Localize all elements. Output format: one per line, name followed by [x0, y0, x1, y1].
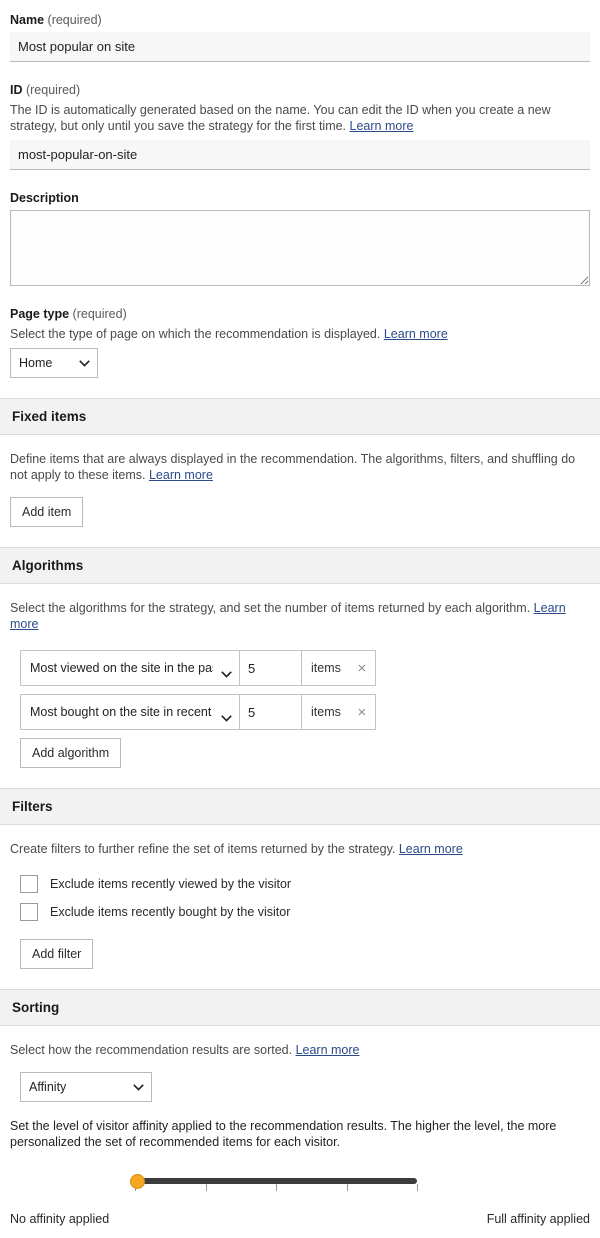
page-type-label-row: [10, 306, 590, 322]
name-field-block: [0, 0, 600, 62]
page-type-select[interactable]: [10, 348, 98, 378]
affinity-slider-thumb[interactable]: [130, 1174, 145, 1189]
id-help-sentence: The ID is automatically generated based on the name. You can edit the ID when you create a new strategy, but only until you save the strategy for the first time.: [10, 103, 551, 133]
filters-help-text: [10, 841, 590, 857]
description-label-row: [10, 190, 590, 206]
checkbox[interactable]: [20, 875, 38, 893]
checkbox[interactable]: [20, 903, 38, 921]
filters-block: [0, 825, 600, 989]
sorting-help-text: [10, 1042, 590, 1058]
affinity-slider[interactable]: [10, 1168, 590, 1198]
page-type-select-wrap: [10, 348, 98, 378]
filter-checkbox-row[interactable]: [20, 875, 590, 893]
fixed-items-help-text: [10, 451, 590, 483]
filter-checkbox-list: [10, 875, 590, 921]
remove-algorithm-icon[interactable]: ×: [357, 703, 367, 721]
algorithm-select-wrap: [21, 651, 240, 685]
affinity-slider-labels: [0, 1212, 600, 1226]
id-learn-more-link[interactable]: Learn more: [349, 119, 414, 133]
filters-section-header: Filters: [0, 788, 600, 825]
algorithms-help-text: [10, 600, 590, 632]
algorithm-count-input[interactable]: [240, 651, 302, 685]
id-label: ID: [10, 83, 23, 97]
name-input[interactable]: [10, 32, 590, 62]
algorithm-unit-label: items: [311, 661, 341, 675]
id-help-text: [10, 102, 590, 134]
sorting-block: [0, 1026, 600, 1150]
add-item-button[interactable]: Add item: [10, 497, 83, 527]
filter-checkbox-row[interactable]: [20, 903, 590, 921]
affinity-help-text: Set the level of visitor affinity applied to the recommendation results. The higher the level, the more personalized the set of recommended items for each visitor.: [10, 1119, 557, 1149]
filter-checkbox-label: Exclude items recently viewed by the visitor: [50, 877, 292, 891]
algorithm-unit-label: items: [311, 705, 341, 719]
add-filter-button[interactable]: Add filter: [20, 939, 93, 969]
description-label: Description: [10, 191, 79, 205]
page-type-field-block: [0, 286, 600, 398]
description-field-block: [0, 170, 600, 286]
algorithms-block: [0, 584, 600, 788]
filters-help-sentence: Create filters to further refine the set of items returned by the strategy.: [10, 842, 396, 856]
fixed-items-section-header: Fixed items: [0, 398, 600, 435]
fixed-items-learn-more-link[interactable]: Learn more: [148, 468, 213, 482]
name-label: Name: [10, 13, 45, 27]
algorithm-row-list: [10, 650, 590, 730]
filter-checkbox-label: Exclude items recently bought by the visitor: [50, 905, 291, 919]
sorting-help-sentence: Select how the recommendation results are sorted.: [10, 1043, 293, 1057]
id-input[interactable]: [10, 140, 590, 170]
algorithm-row: [20, 650, 376, 686]
sorting-select[interactable]: [20, 1072, 152, 1102]
page-type-learn-more-link[interactable]: Learn more: [383, 327, 448, 341]
page-type-label: Page type: [10, 307, 70, 321]
id-field-block: [0, 62, 600, 170]
name-required-note: (required): [47, 13, 102, 27]
algorithm-select[interactable]: [21, 651, 239, 685]
filters-learn-more-link[interactable]: Learn more: [398, 842, 463, 856]
fixed-items-block: [0, 435, 600, 547]
sorting-section-header: Sorting: [0, 989, 600, 1026]
description-textarea[interactable]: [10, 210, 590, 286]
page-type-help-sentence: Select the type of page on which the recommendation is displayed.: [10, 327, 381, 341]
affinity-slider-ticks: [135, 1184, 417, 1192]
page-type-help-text: [10, 326, 590, 342]
add-algorithm-button[interactable]: Add algorithm: [20, 738, 121, 768]
algorithms-help-sentence: Select the algorithms for the strategy, and set the number of items returned by each algorithm.: [10, 601, 531, 615]
affinity-min-label: No affinity applied: [10, 1212, 110, 1226]
affinity-max-label: Full affinity applied: [486, 1212, 590, 1226]
sorting-learn-more-link[interactable]: Learn more: [295, 1043, 360, 1057]
algorithm-count-input[interactable]: [240, 695, 302, 729]
id-required-note: (required): [25, 83, 81, 97]
algorithms-learn-more-link[interactable]: Learn more: [10, 601, 566, 631]
fixed-items-help-sentence: Define items that are always displayed in the recommendation. The algorithms, filters, and shuffling do not apply to these items.: [10, 452, 576, 482]
page-type-required-note: (required): [72, 307, 127, 321]
remove-algorithm-icon[interactable]: ×: [357, 659, 367, 677]
algorithms-section-header: Algorithms: [0, 547, 600, 584]
algorithm-select[interactable]: [21, 695, 239, 729]
name-label-row: [10, 12, 590, 28]
sorting-select-wrap: [20, 1072, 152, 1102]
id-label-row: [10, 82, 590, 98]
algorithm-row: [20, 694, 376, 730]
algorithm-select-wrap: [21, 695, 240, 729]
